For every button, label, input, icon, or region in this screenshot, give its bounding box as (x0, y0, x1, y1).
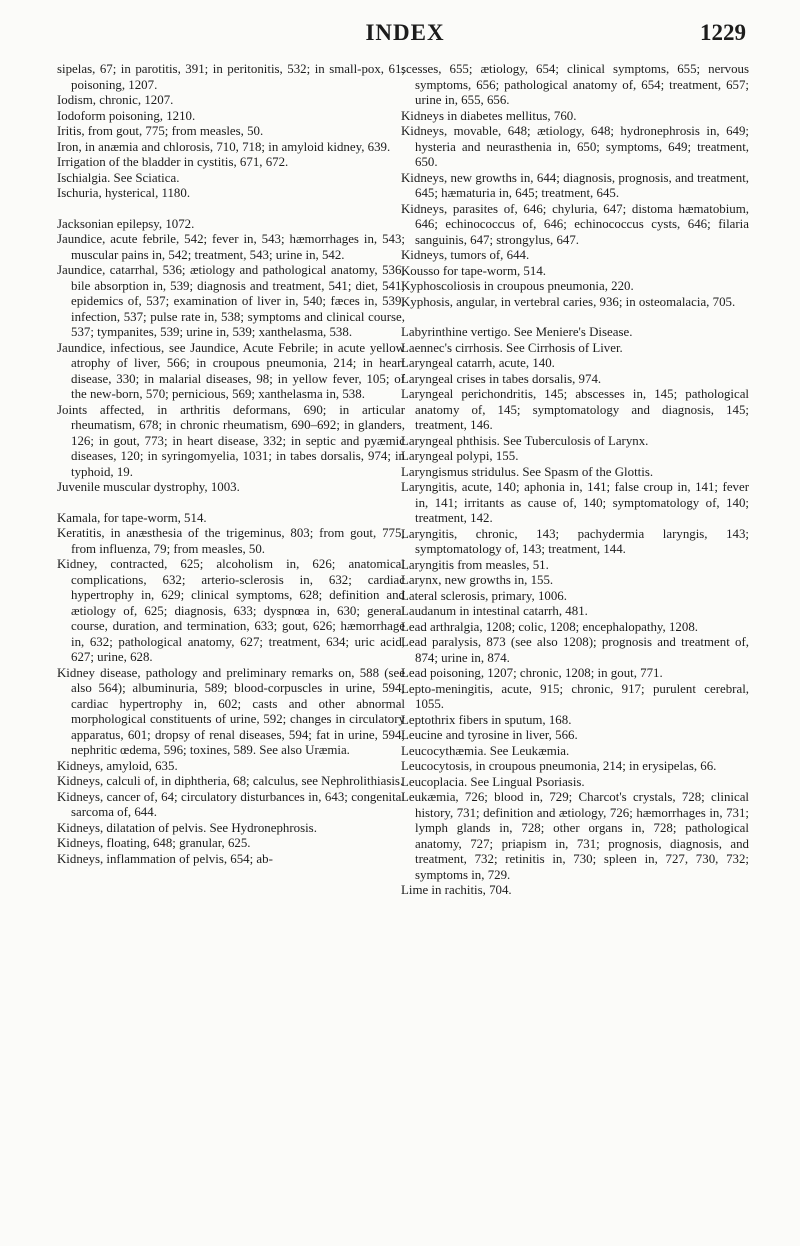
index-entry: Laryngeal catarrh, acute, 140. (401, 356, 555, 370)
index-entry: Lead poisoning, 1207; chronic, 1208; in gout, 771. (401, 666, 663, 680)
index-entry: Lime in rachitis, 704. (401, 883, 512, 897)
index-entry: Ischialgia. See Sciatica. (57, 170, 180, 185)
index-entry: Larynx, new growths in, 155. (401, 573, 554, 587)
index-entry: Kidneys, parasites of, 646; chyluria, 647; distoma hæmatobium, 646; echinococcus of, 646; echinococcus cysts, 646; filaria sanguinis, 647; strongylus, 647. (401, 201, 749, 247)
index-entry: Joints affected, in arthritis deformans, 690; in articular rheumatism, 678; in chronic rheumatism, 690–692; in glanders, 126; in gout, 773; in heart disease, 332; in septic and pyæmic diseases, 120; in syringomyelia, 1031; in tabes dorsalis, 974; in typhoid, 19. (57, 402, 405, 479)
index-entry: Kyphoscoliosis in croupous pneumonia, 220. (401, 279, 634, 293)
index-entry: Kyphosis, angular, in vertebral caries, 936; in osteomalacia, 705. (401, 294, 736, 309)
index-column-right (401, 62, 749, 899)
index-entry: Leucocythæmia. See Leukæmia. (401, 743, 570, 758)
index-entry: Laryngitis from measles, 51. (401, 557, 549, 572)
index-entry: Laryngeal crises in tabes dorsalis, 974. (401, 371, 602, 386)
index-entry: Iritis, from gout, 775; from measles, 50. (57, 124, 264, 138)
index-entry: Laryngitis, chronic, 143; pachydermia laryngis, 143; symptomatology of, 143; treatment, 144. (401, 526, 749, 556)
index-entry: Kidneys, cancer of, 64; circulatory disturbances in, 643; congenital sarcoma of, 644. (57, 789, 405, 819)
index-entry: Leukæmia, 726; blood in, 729; Charcot's crystals, 728; clinical history, 731; definition and ætiology, 726; hæmorrhages in, 731; lymph glands in, 728; other organs in, 728; pathological anatomy, 727; priapism in, 731; prognosis, diagnosis, and treatment, 732; retinitis in, 730; spleen in, 727, 730, 732; symptoms in, 729. (401, 790, 749, 882)
index-entry: Kidneys, movable, 648; ætiology, 648; hydronephrosis in, 649; hysteria and neurasthenia in, 650; symptoms, 649; treatment, 650. (401, 124, 749, 169)
index-entry: Jacksonian epilepsy, 1072. (57, 216, 195, 231)
index-entry: Irrigation of the bladder in cystitis, 671, 672. (57, 155, 289, 169)
index-entry: Kidneys, inflammation of pelvis, 654; ab- (57, 851, 273, 866)
index-entry: Lead arthralgia, 1208; colic, 1208; encephalopathy, 1208. (401, 619, 698, 634)
index-entry: Leucine and tyrosine in liver, 566. (401, 728, 578, 742)
index-entry: Lead paralysis, 873 (see also 1208); prognosis and treatment of, 874; urine in, 874. (401, 635, 749, 665)
index-entry: Laryngeal phthisis. See Tuberculosis of Larynx. (401, 433, 649, 448)
index-entry: Kidneys, new growths in, 644; diagnosis, prognosis, and treatment, 645; hæmaturia in, 645; treatment, 645. (401, 170, 749, 200)
index-entry: Laryngitis, acute, 140; aphonia in, 141; false croup in, 141; fever in, 141; irritants as cause of, 140; symptomatology of, 140; treatment, 142. (401, 480, 749, 525)
index-entry: Laennec's cirrhosis. See Cirrhosis of Liver. (401, 340, 623, 355)
index-entry: scesses, 655; ætiology, 654; clinical symptoms, 655; nervous symptoms, 656; pathological anatomy of, 654; treatment, 657; urine in, 655, 656. (401, 62, 749, 107)
index-entry: sipelas, 67; in parotitis, 391; in peritonitis, 532; in small-pox, 61; poisoning, 1207. (57, 62, 405, 92)
index-entry: Kidneys, floating, 648; granular, 625. (57, 836, 251, 850)
index-entry: Kidneys, dilatation of pelvis. See Hydronephrosis. (57, 820, 317, 835)
index-entry: Jaundice, acute febrile, 542; fever in, 543; hæmorrhages in, 543; muscular pains in, 542; treatment, 543; urine in, 542. (57, 232, 405, 262)
index-entry: Lateral sclerosis, primary, 1006. (401, 588, 567, 603)
index-entry: Kidney, contracted, 625; alcoholism in, 626; anatomical complications, 632; arterio-sclerosis in, 632; cardiac hypertrophy in, 629; clinical symptoms, 628; definition and ætiology of, 625; diagnosis, 633; dyspnœa in, 630; general course, duration, and termination, 633; gout, 626; hæmorrhage in, 632; pathological anatomy, 627; treatment, 634; uric acid, 627; urine, 628. (57, 557, 405, 664)
index-entry: Leptothrix fibers in sputum, 168. (401, 712, 572, 727)
index-entry: Iodoform poisoning, 1210. (57, 108, 196, 123)
running-title: INDEX (365, 20, 445, 45)
index-entry: Leucocytosis, in croupous pneumonia, 214; in erysipelas, 66. (401, 759, 717, 773)
index-entry: Kidneys in diabetes mellitus, 760. (401, 108, 577, 123)
index-entry: Jaundice, infectious, see Jaundice, Acute Febrile; in acute yellow atrophy of liver, 566; in croupous pneumonia, 214; in heart disease, 330; in malarial diseases, 98; in yellow fever, 105; of the new-born, 570; pernicious, 569; xanthelasma in, 538. (57, 340, 405, 401)
page-number: 1229 (700, 20, 746, 45)
index-entry: Laudanum in intestinal catarrh, 481. (401, 604, 588, 618)
index-entry: Kidney disease, pathology and preliminary remarks on, 588 (see also 564); albuminuria, 589; blood-corpuscles in urine, 594; cardiac hypertrophy in, 602; casts and other abnormal morphological constituents of urine, 592; changes in circulatory apparatus, 601; dropsy of renal diseases, 594; fat in urine, 594; nephritic œdema, 596; toxines, 589. See also Uræmia. (57, 665, 405, 757)
index-entry: Kamala, for tape-worm, 514. (57, 510, 207, 525)
index-entry: Kousso for tape-worm, 514. (401, 263, 546, 278)
page-header (64, 20, 746, 52)
index-column-left (57, 62, 405, 867)
index-entry: Jaundice, catarrhal, 536; ætiology and pathological anatomy, 536; bile absorption in, 539; diagnosis and treatment, 541; diet, 541; epidemics of, 537; examination of liver in, 540; fæces in, 539; infection, 537; pulse rate in, 538; symptoms and clinical course, 537; tympanites, 539; urine in, 539; xanthelasma, 538. (57, 263, 405, 339)
index-entry: Kidneys, tumors of, 644. (401, 248, 530, 262)
index-entry: Leucoplacia. See Lingual Psoriasis. (401, 774, 585, 789)
index-entry: Laryngeal perichondritis, 145; abscesses in, 145; pathological anatomy of, 145; symptomatology and diagnosis, 145; treatment, 146. (401, 387, 749, 432)
index-entry: Iodism, chronic, 1207. (57, 93, 174, 107)
index-entry: Juvenile muscular dystrophy, 1003. (57, 480, 240, 494)
index-entry: Iron, in anæmia and chlorosis, 710, 718; in amyloid kidney, 639. (57, 139, 391, 154)
index-entry: Laryngismus stridulus. See Spasm of the Glottis. (401, 464, 654, 479)
index-entry: Labyrinthine vertigo. See Meniere's Disease. (401, 325, 633, 339)
index-entry: Keratitis, in anæsthesia of the trigeminus, 803; from gout, 775; from influenza, 79; from measles, 50. (57, 526, 405, 556)
index-entry: Kidneys, amyloid, 635. (57, 758, 178, 773)
index-entry: Lepto-meningitis, acute, 915; chronic, 917; purulent cerebral, 1055. (401, 681, 749, 711)
index-entry: Ischuria, hysterical, 1180. (57, 186, 191, 200)
index-entry: Kidneys, calculi of, in diphtheria, 68; calculus, see Nephrolithiasis. (57, 774, 404, 788)
index-entry: Laryngeal polypi, 155. (401, 449, 519, 463)
